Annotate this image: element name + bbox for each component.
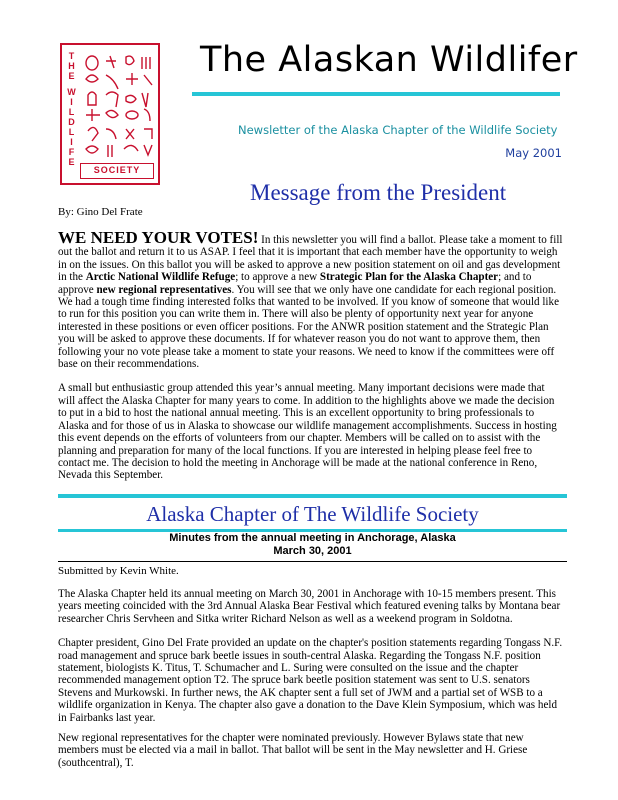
minutes-body (58, 588, 563, 781)
logo-society-label: SOCIETY (80, 163, 154, 179)
wildlife-society-logo (60, 43, 160, 185)
title-divider (192, 92, 560, 96)
newsletter-title: The Alaskan Wildlifer (200, 40, 578, 80)
votes-callout: WE NEED YOUR VOTES! (58, 228, 259, 247)
minutes-paragraph-1: The Alaska Chapter held its annual meeting on March 30, 2001 in Anchorage with 10-15 members present. This years meeting coincided with the 3rd Annual Alaska Bear Festival which featured evening talks by Montana bear researcher Chris Servheen and Sitka writer Richard Nelson as well as a weekend program in Soldotna. (58, 588, 561, 625)
issue-date: May 2001 (505, 146, 562, 160)
anwr-highlight: Arctic National Wildlife Refuge (85, 271, 236, 284)
minutes-paragraph-2: Chapter president, Gino Del Frate provided an update on the chapter's position statements regarding Tongass N.F. road management and spruce bark beetle issues in south-central Alaska. Regarding the Tongass N.F. position statement, biologists K. Titus, T. Schumacher and L. Suring were consulted on the issue and the chapter recommended management option T2. The spruce bark beetle position statement was sent to U.S. senators Stevens and Murkowski. In further news, the AK chapter sent a full set of JWM and a partial set of WSB to a wildlife organization in Kenya. The chapter also gave a donation to the Dave Klein Symposium, which was held in Fairbanks last year. (58, 637, 563, 724)
hieroglyph-animals-icon (82, 51, 156, 163)
newsletter-subtitle: Newsletter of the Alaska Chapter of the Wildlife Society (238, 123, 558, 137)
president-paragraph-2: A small but enthusiastic group attended this year’s annual meeting. Many important decisions were made that will affect the Alaska Chapter for many years to come. In addition to the highlights above we made the decision to put in a bid to host the national annual meeting. This is an excellent opportunity to bring professionals to Alaska and for those of us in Alaska to showcase our wildlife management accomplishments. Success in hosting this event depends on the efforts of volunteers from our chapter. Members will be called on to assist with the planning and preparation for many of the local functions. If you are interested in helping please feel free to contact me. The decision to hold the meeting in Anchorage will be made at the national conference in Reno, Nevada this September. (58, 382, 557, 482)
minutes-divider (58, 561, 567, 562)
strategic-plan-highlight: Strategic Plan for the Alaska Chapter (319, 271, 499, 284)
president-paragraph-1: WE NEED YOUR VOTES! In this newsletter you will find a ballot. Please take a moment to fill out the ballot and return it to us ASAP. I feel that it is important that each member have the opportunity to weigh in on the issues. On this ballot you will be asked to approve a new position statement on oil and gas development in the Arctic National Wildlife Refuge; to approve a new Strategic Plan for the Alaska Chapter; and to approve new regional representatives. You will see that we only have one candidate for each regional position. We had a tough time finding interested folks that wanted to be involved. If you know of someone that would like to run for this position you can write them in. There will also be plenty of opportunity next year for anyone interested in these positions or even officer positions. For the ANWR position statement and the Strategic Plan you will be asked to approve these documents. If for whatever reason you do not want to approve them, then following your no vote please take a moment to state your reasons. We need to know if the committees were off base on their recommendations. (58, 228, 563, 371)
chapter-divider-top (58, 494, 567, 498)
president-message-body (58, 228, 563, 494)
regional-reps-highlight: new regional representatives (96, 283, 232, 296)
logo-side-text: T H E W I L D L I F E (67, 51, 76, 167)
president-byline: By: Gino Del Frate (58, 206, 143, 218)
minutes-heading: Minutes from the annual meeting in Anchorage, Alaska March 30, 2001 (169, 532, 456, 557)
president-message-heading: Message from the President (250, 180, 507, 205)
chapter-heading: Alaska Chapter of The Wildlife Society (146, 502, 479, 526)
submitted-by: Submitted by Kevin White. (58, 565, 179, 577)
minutes-paragraph-3: New regional representatives for the chapter were nominated previously. However Bylaws state that new members must be elected via a mail in ballot. That ballot will be sent in the May newsletter and H. Griese (southcentral), T. (58, 732, 528, 769)
